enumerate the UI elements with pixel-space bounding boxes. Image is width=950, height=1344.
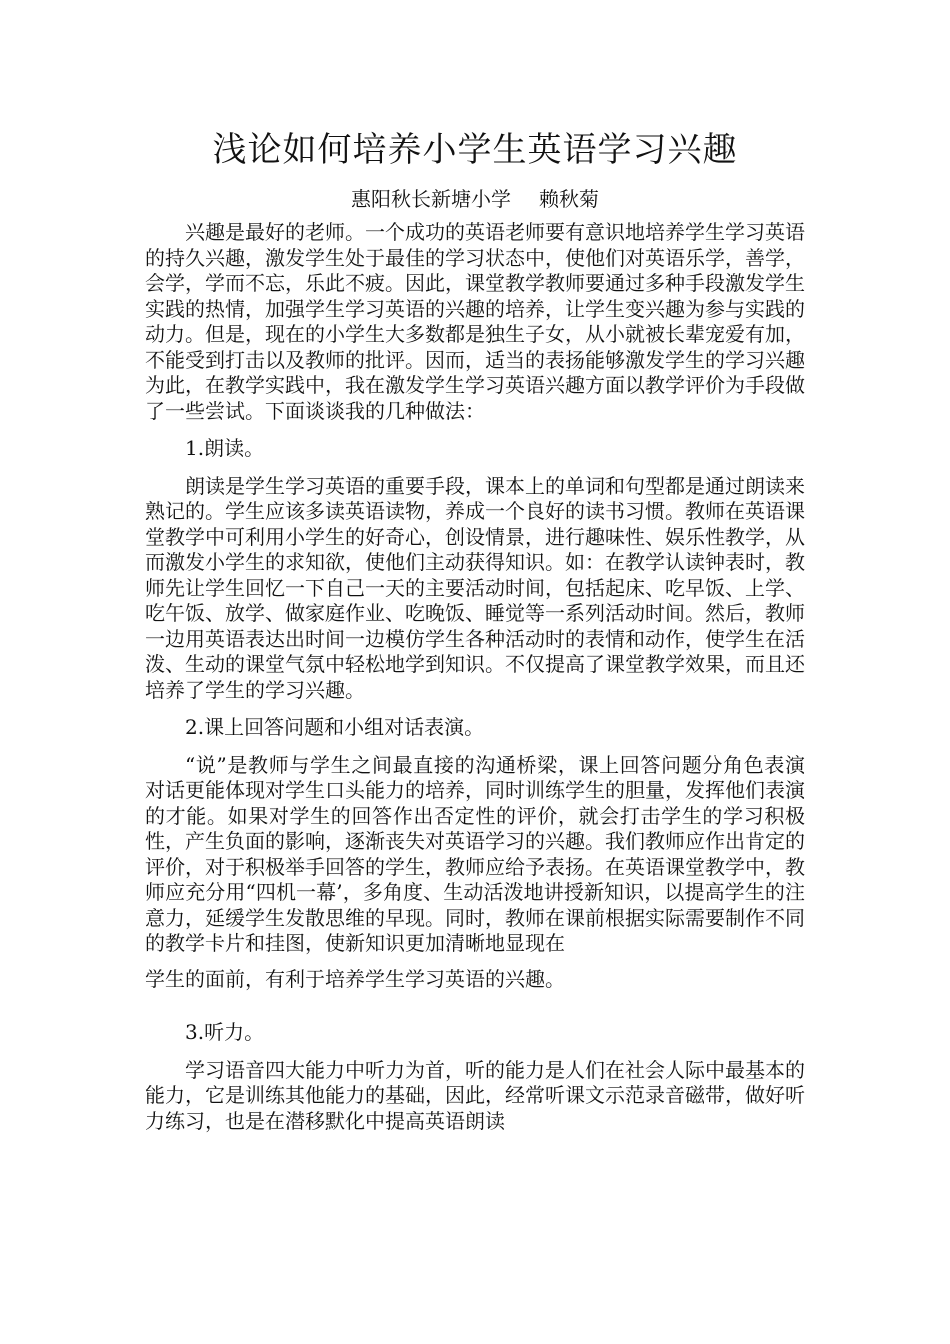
section-paragraph-speaking-main: “说”是教师与学生之间最直接的沟通桥梁，课上回答问题分角色表演对话更能体现对学生口头能力的培养，同时训练学生的胆量，发挥他们表演的才能。如果对学生的回答作出否定性的评价，就会打击学生的学习积极性，产生负面的影响，逐渐丧失对英语学习的兴趣。我们教师应作出肯定的评价，对于积极举手回答的学生，教师应给予表扬。在英语课堂教学中，教师应充分用“四机一幕’，多角度、生动活泼地讲授新知识，以提高学生的注意力，延缓学生发散思维的早现。同时，教师在课前根据实际需要制作不同的教学卡片和挂图，使新知识更加清晰地显现在	[145, 752, 805, 955]
document-body	[145, 220, 805, 1134]
author-name: 赖秋菊	[539, 187, 599, 211]
section-paragraph-listening: 学习语音四大能力中听力为首，听的能力是人们在社会人际中最基本的能力，它是训练其他能力的基础，因此，经常听课文示范录音磁带，做好听力练习，也是在潜移默化中提高英语朗读	[145, 1057, 805, 1133]
document-title: 浅论如何培养小学生英语学习兴趣	[212, 130, 738, 170]
section-heading-speaking: 2.课上回答问题和小组对话表演。	[185, 715, 485, 739]
author-school: 惠阳秋长新塘小学	[351, 187, 511, 211]
section-paragraph-speaking-end: 学生的面前，有利于培养学生学习英语的兴趣。	[145, 966, 565, 991]
author-line	[0, 184, 950, 214]
section-heading-listening: 3.听力。	[185, 1020, 265, 1044]
section-heading-reading: 1.朗读。	[185, 436, 265, 460]
intro-paragraph: 兴趣是最好的老师。一个成功的英语老师要有意识地培养学生学习英语的持久兴趣，激发学生处于最佳的学习状态中，使他们对英语乐学，善学，会学，学而不忘，乐此不疲。因此，课堂教学教师要通过多种手段激发学生实践的热情，加强学生学习英语的兴趣的培养，让学生变兴趣为参与实践的动力。但是，现在的小学生大多数都是独生子女，从小就被长辈宠爱有加，不能受到打击以及教师的批评。因而，适当的表扬能够激发学生的学习兴趣为此，在教学实践中，我在激发学生学习英语兴趣方面以教学评价为手段做了一些尝试。下面谈谈我的几种做法：	[145, 220, 805, 423]
section-paragraph-speaking	[145, 753, 805, 957]
section-paragraph-reading: 朗读是学生学习英语的重要手段，课本上的单词和句型都是通过朗读来熟记的。学生应该多读英语读物，养成一个良好的读书习惯。教师在英语课堂教学中可利用小学生的好奇心，创设情景，进行趣味性、娱乐性教学，从而激发小学生的求知欲，使他们主动获得知识。如：在教学认读钟表时，教师先让学生回忆一下自己一天的主要活动时间，包括起床、吃早饭、上学、吃午饭、放学、做家庭作业、吃晚饭、睡觉等一系列活动时间。然后，教师一边用英语表达出时间一边模仿学生各种活动时的表情和动作，使学生在活泼、生动的课堂气氛中轻松地学到知识。不仅提高了课堂教学效果，而且还培养了学生的学习兴趣。	[145, 473, 805, 702]
